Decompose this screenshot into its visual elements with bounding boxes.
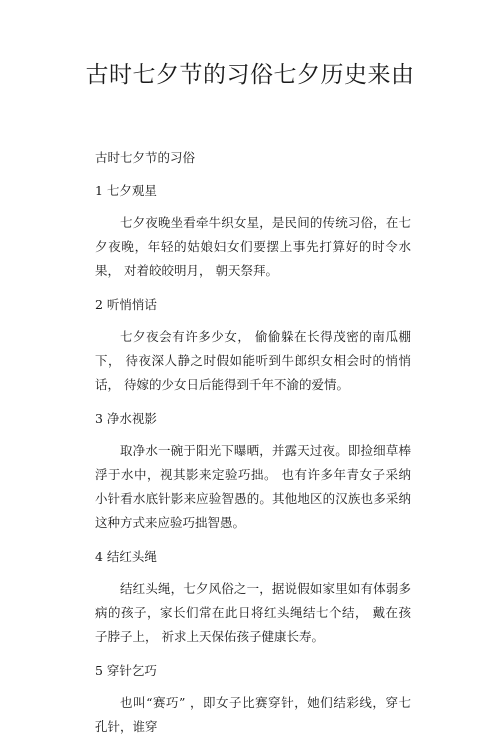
section-paragraph-2: 七夕夜会有许多少女， 偷偷躲在长得茂密的南瓜棚下， 待夜深人静之时假如能听到牛郎织女相会时的悄悄话， 待嫁的少女日后能得到千年不渝的爱情。 bbox=[95, 329, 411, 392]
section-heading-2: 2 听悄悄话 bbox=[95, 297, 157, 312]
section-paragraph-4: 结红头绳，七夕风俗之一，据说假如家里如有体弱多病的孩子，家长们常在此日将红头绳结七个结， 戴在孩子脖子上， 祈求上天保佑孩子健康长寿。 bbox=[95, 581, 411, 644]
section-paragraph-5: 也叫“赛巧” ，即女子比赛穿针，她们结彩线，穿七孔针，谁穿 bbox=[95, 695, 411, 734]
section-heading-1: 1 七夕观星 bbox=[95, 183, 157, 198]
section-paragraph-1: 七夕夜晚坐看牵牛织女星，是民间的传统习俗，在七夕夜晚，年轻的姑娘妇女们要摆上事先打算好的时令水果， 对着皎皎明月， 朝天祭拜。 bbox=[95, 215, 411, 278]
section-heading-4: 4 结红头绳 bbox=[95, 549, 157, 564]
section-heading-3: 3 净水视影 bbox=[95, 411, 157, 426]
section-heading-5: 5 穿针乞巧 bbox=[95, 663, 157, 678]
document-subtitle: 古时七夕节的习俗 bbox=[95, 150, 196, 165]
document-body bbox=[95, 148, 411, 739]
document-title: 古时七夕节的习俗七夕历史来由 bbox=[85, 62, 415, 88]
section-paragraph-3: 取净水一碗于阳光下曝晒，并露天过夜。即捡细草棒浮于水中，视其影来定验巧拙。 也有许多年青女子采纳小针看水底针影来应验智愚的。其他地区的汉族也多采纳这种方式来应验巧拙智愚。 bbox=[95, 443, 411, 530]
